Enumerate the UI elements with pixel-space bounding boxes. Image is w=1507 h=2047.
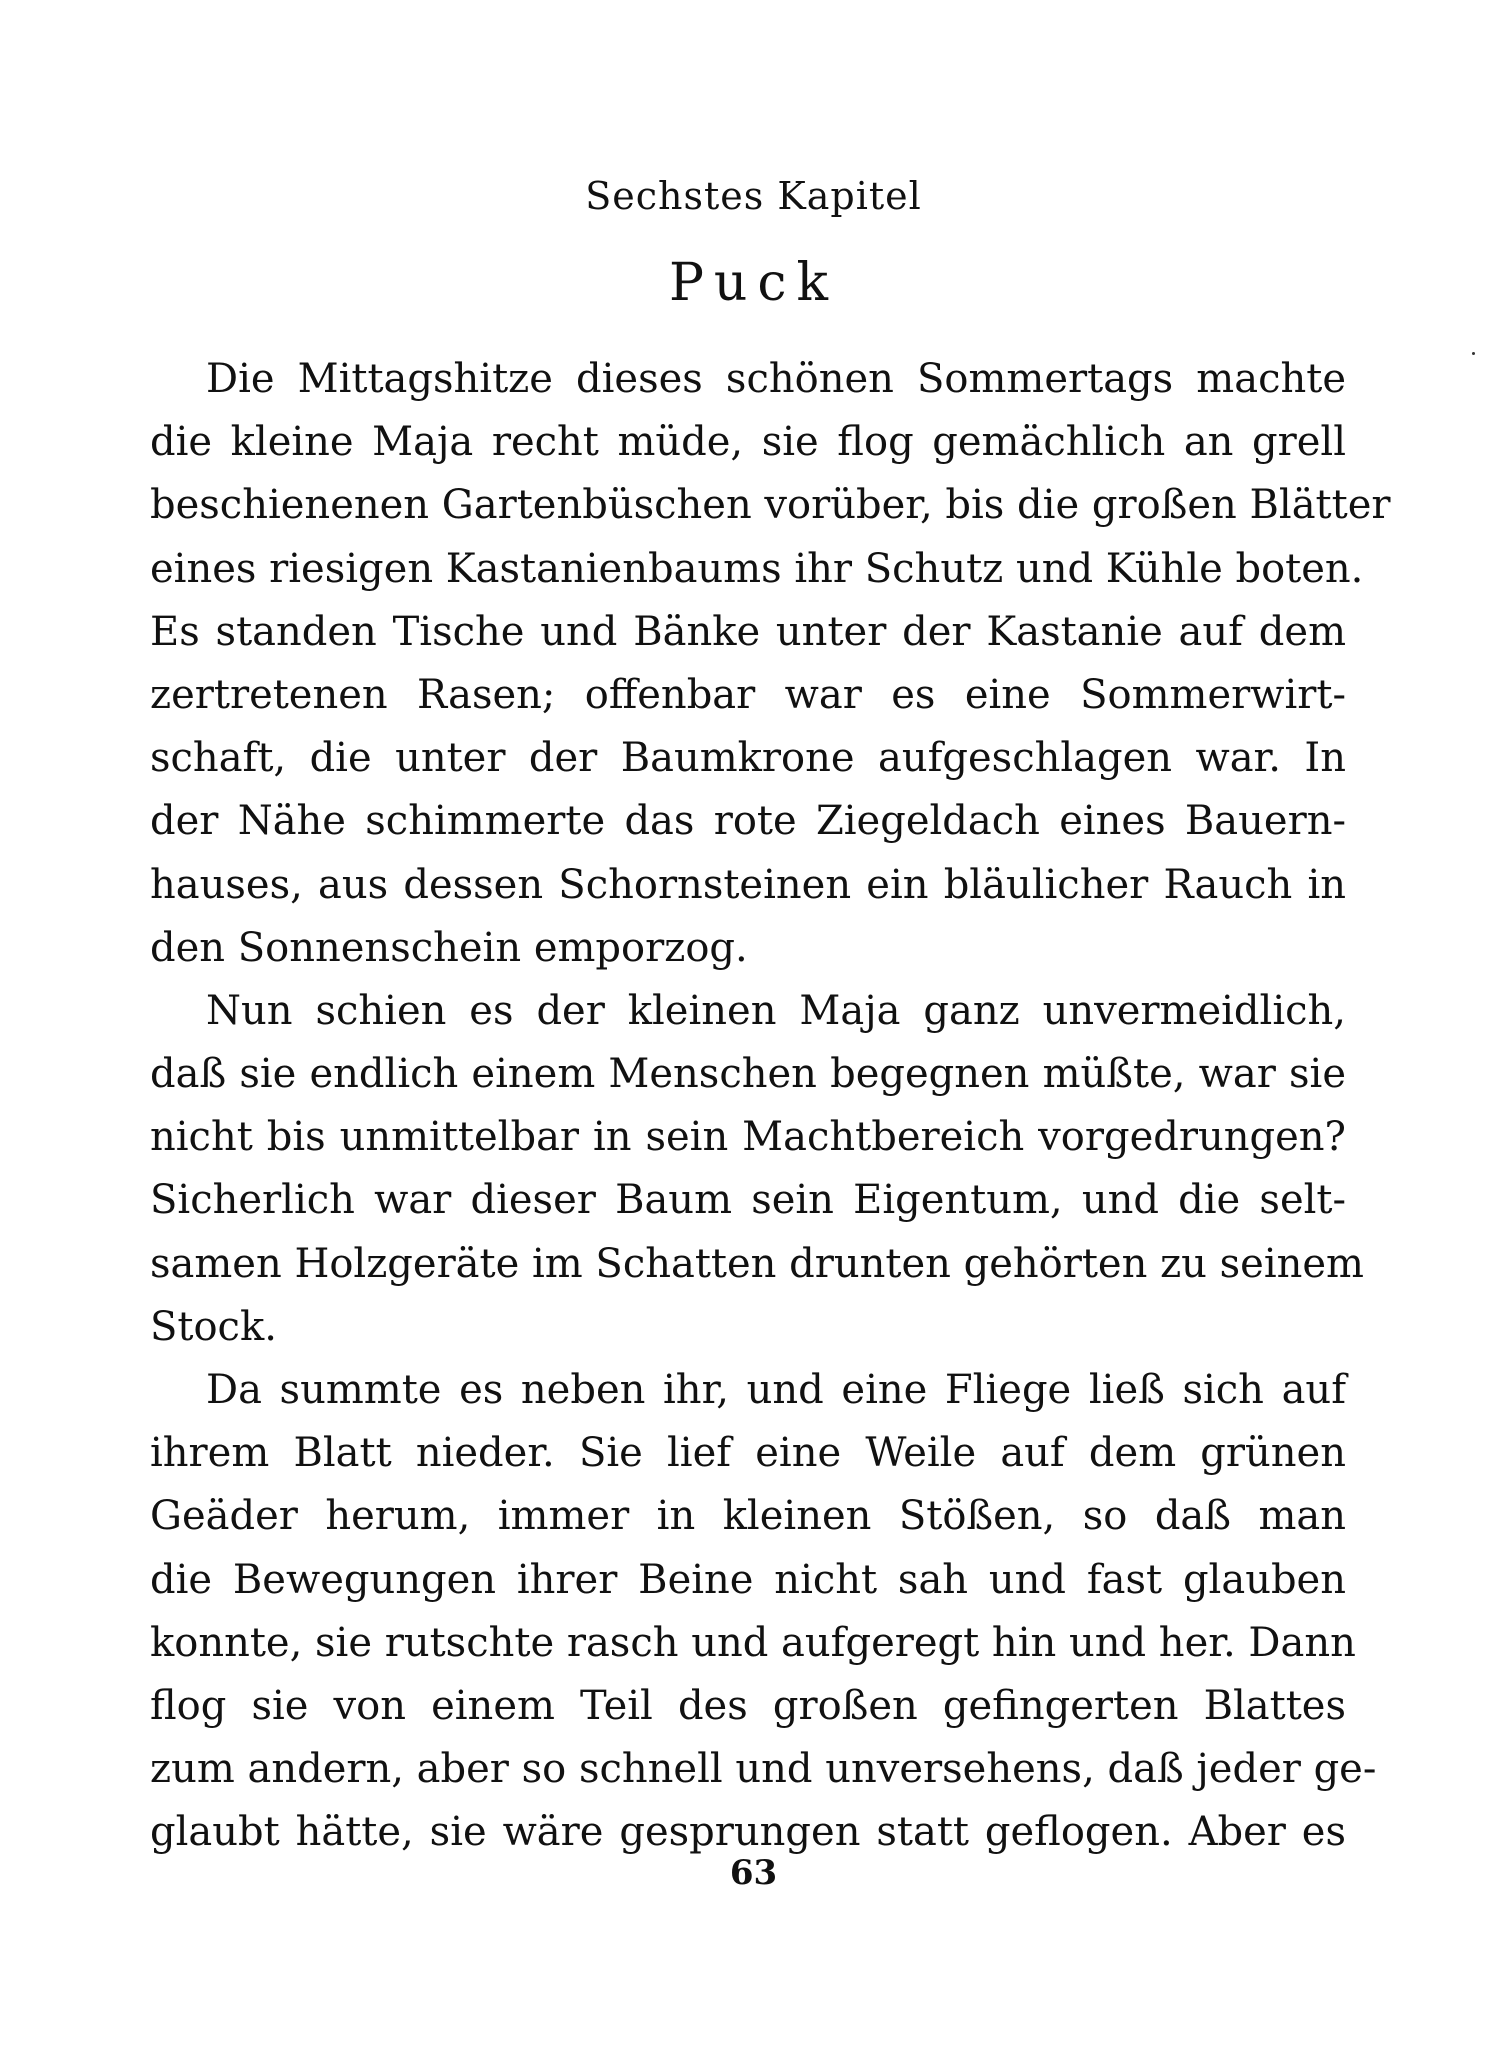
body-text — [150, 348, 1391, 1865]
text-line: den Sonnenschein emporzog. — [150, 924, 748, 971]
text-line: Die Mittagshitze dieses schönen Sommertags machte — [206, 356, 1346, 402]
text-line: die kleine Maja recht müde, sie flog gemächlich an grell — [150, 419, 1346, 466]
text-line: Geäder herum, immer in kleinen Stößen, so daß man — [150, 1493, 1346, 1540]
paragraph-2 — [150, 980, 1364, 1359]
text-line: Es standen Tische und Bänke unter der Kastanie auf dem — [150, 608, 1346, 655]
text-line: Da summte es neben ihr, und eine Fliege ließ sich auf — [206, 1367, 1346, 1413]
text-line: zum andern, aber so schnell und unversehens, daß jeder ge- — [150, 1746, 1377, 1793]
paragraph-3 — [150, 1359, 1377, 1865]
text-line: Stock. — [150, 1303, 277, 1350]
text-line: zertretenen Rasen; offenbar war es eine Sommerwirt- — [150, 671, 1346, 718]
text-line: glaubt hätte, sie wäre gesprungen statt geflogen. Aber es — [150, 1809, 1346, 1856]
text-line: konnte, sie rutschte rasch und aufgeregt hin und her. Dann — [150, 1619, 1356, 1666]
scan-speck — [1472, 352, 1475, 355]
text-line: Sicherlich war dieser Baum sein Eigentum, und die selt- — [150, 1177, 1346, 1224]
text-line: ihrem Blatt nieder. Sie lief eine Weile auf dem grünen — [150, 1430, 1346, 1477]
chapter-title: Puck — [668, 253, 839, 313]
text-line: daß sie endlich einem Menschen begegnen müßte, war sie — [150, 1051, 1346, 1098]
chapter-label: Sechstes Kapitel — [585, 174, 922, 218]
text-line: die Bewegungen ihrer Beine nicht sah und fast glauben — [150, 1556, 1346, 1603]
text-line: flog sie von einem Teil des großen gefingerten Blattes — [150, 1682, 1346, 1729]
text-line: hauses, aus dessen Schornsteinen ein bläulicher Rauch in — [150, 861, 1346, 908]
text-line: schaft, die unter der Baumkrone aufgeschlagen war. In — [150, 735, 1346, 782]
text-line: beschienenen Gartenbüschen vorüber, bis die großen Blätter — [150, 482, 1391, 529]
text-line: samen Holzgeräte im Schatten drunten gehörten zu seinem — [150, 1240, 1364, 1287]
text-line: Nun schien es der kleinen Maja ganz unvermeidlich, — [206, 987, 1346, 1034]
text-line: eines riesigen Kastanienbaums ihr Schutz und Kühle boten. — [150, 545, 1364, 592]
text-line: nicht bis unmittelbar in sein Machtbereich vorgedrungen? — [150, 1114, 1346, 1161]
text-line: der Nähe schimmerte das rote Ziegeldach eines Bauern- — [150, 798, 1346, 845]
paragraph-1 — [150, 348, 1391, 980]
page-number: 63 — [729, 1853, 778, 1893]
